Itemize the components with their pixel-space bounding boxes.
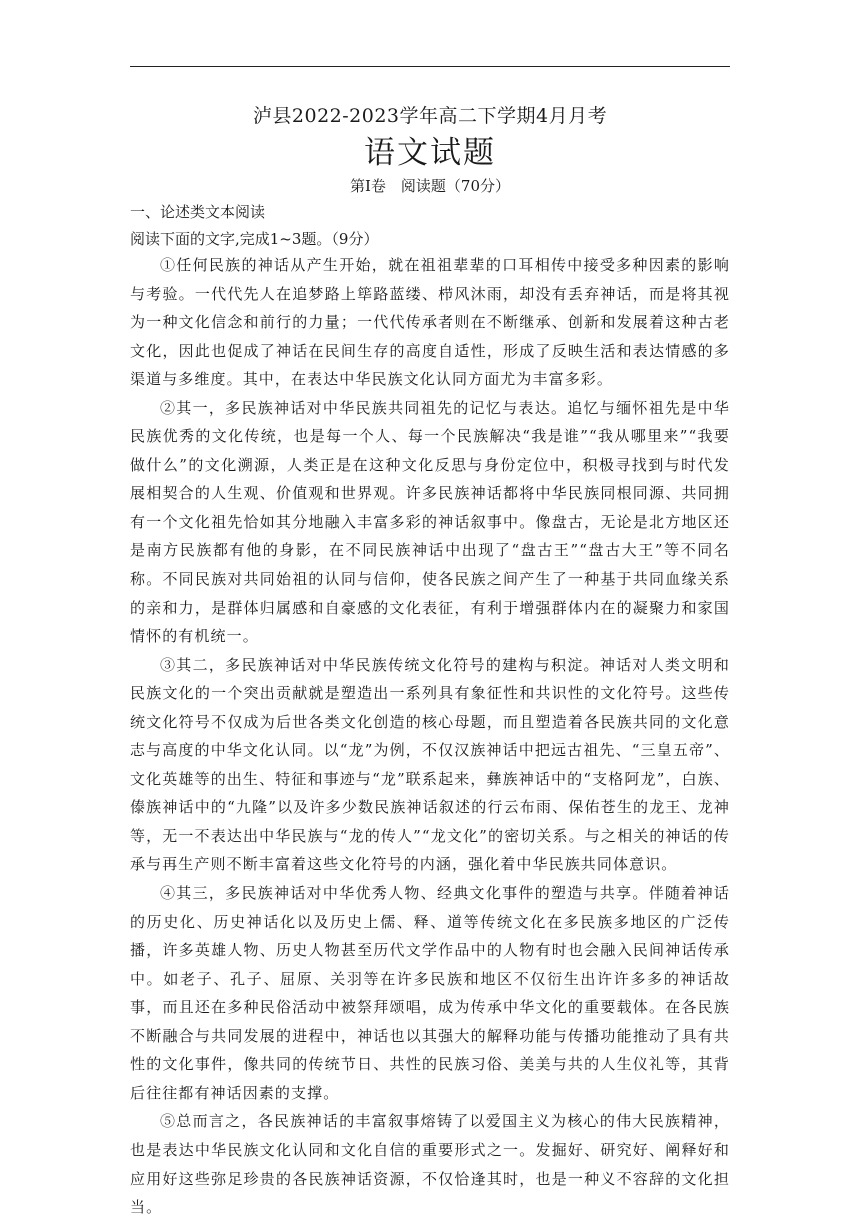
reading-instruction: 阅读下面的文字,完成1~3题。（9分）	[130, 230, 379, 248]
passage-paragraph-2: ②其一，多民族神话对中华民族共同祖先的记忆与表达。追忆与缅怀祖先是中华民族优秀的文化传统，也是每一个人、每一个民族解决“我是谁”“我从哪里来”“我要做什么”的文化溯源，人类正是在这种文化反思与身份定位中，积极寻找到与时代发展相契合的人生观、价值观和世界观。许多民族神话都将中华民族同根同源、共同拥有一个文化祖先恰如其分地融入丰富多彩的神话叙事中。像盘古，无论是北方地区还是南方民族都有他的身影，在不同民族神话中出现了“盘古王”“盘古大王”等不同名称。不同民族对共同始祖的认同与信仰，使各民族之间产生了一种基于共同血缘关系的亲和力，是群体归属感和自豪感的文化表征，有利于增强群体内在的凝聚力和家国情怀的有机统一。	[130, 398, 730, 646]
reading-passage	[130, 251, 730, 1222]
passage-paragraph-5: ⑤总而言之，各民族神话的丰富叙事熔铸了以爱国主义为核心的伟大民族精神，也是表达中华民族文化认同和文化自信的重要形式之一。发掘好、研究好、阐释好和应用好这些弥足珍贵的各民族神话资源，不仅恰逢其时，也是一种义不容辞的文化担当。	[130, 1112, 730, 1217]
exam-title: 泸县2022-2023学年高二下学期4月月考	[252, 105, 608, 127]
subject-title: 语文试题	[364, 135, 496, 171]
volume-title: 第Ⅰ卷 阅读题（70分）	[349, 177, 510, 195]
passage-paragraph-1: ①任何民族的神话从产生开始，就在祖祖辈辈的口耳相传中接受多种因素的影响与考验。一代代先人在追梦路上筚路蓝缕、栉风沐雨，却没有丢弃神话，而是将其视为一种文化信念和前行的力量；一代代传承者则在不断继承、创新和发展着这种古老文化，因此也促成了神话在民间生存的高度自适性，形成了反映生活和表达情感的多渠道与多维度。其中，在表达中华民族文化认同方面尤为丰富多彩。	[130, 256, 730, 389]
passage-paragraph-3: ③其二，多民族神话对中华民族传统文化符号的建构与积淀。神话对人类文明和民族文化的一个突出贡献就是塑造出一系列具有象征性和共识性的文化符号。这些传统文化符号不仅成为后世各类文化创造的核心母题，而且塑造着各民族共同的文化意志与高度的中华文化认同。以“龙”为例，不仅汉族神话中把远古祖先、“三皇五帝”、文化英雄等的出生、特征和事迹与“龙”联系起来，彝族神话中的“支格阿龙”，白族、傣族神话中的“九隆”以及许多少数民族神话叙述的行云布雨、保佑苍生的龙王、龙神等，无一不表达出中华民族与“龙的传人”“龙文化”的密切关系。与之相关的神话的传承与再生产则不断丰富着这些文化符号的内涵，强化着中华民族共同体意识。	[130, 655, 730, 874]
section-heading: 一、论述类文本阅读	[130, 203, 266, 221]
passage-paragraph-4: ④其三，多民族神话对中华优秀人物、经典文化事件的塑造与共享。伴随着神话的历史化、历史神话化以及历史上儒、释、道等传统文化在多民族多地区的广泛传播，许多英雄人物、历史人物甚至历代文学作品中的人物有时也会融入民间神话传承中。如老子、孔子、屈原、关羽等在许多民族和地区不仅衍生出许许多多的神话故事，而且还在多种民俗活动中被祭拜颂唱，成为传承中华文化的重要载体。在各民族不断融合与共同发展的进程中，神话也以其强大的解释功能与传播功能推动了具有共性的文化事件，像共同的传统节日、共性的民族习俗、美美与共的人生仪礼等，其背后往往都有神话因素的支撑。	[130, 884, 730, 1102]
header-rule	[130, 66, 730, 67]
